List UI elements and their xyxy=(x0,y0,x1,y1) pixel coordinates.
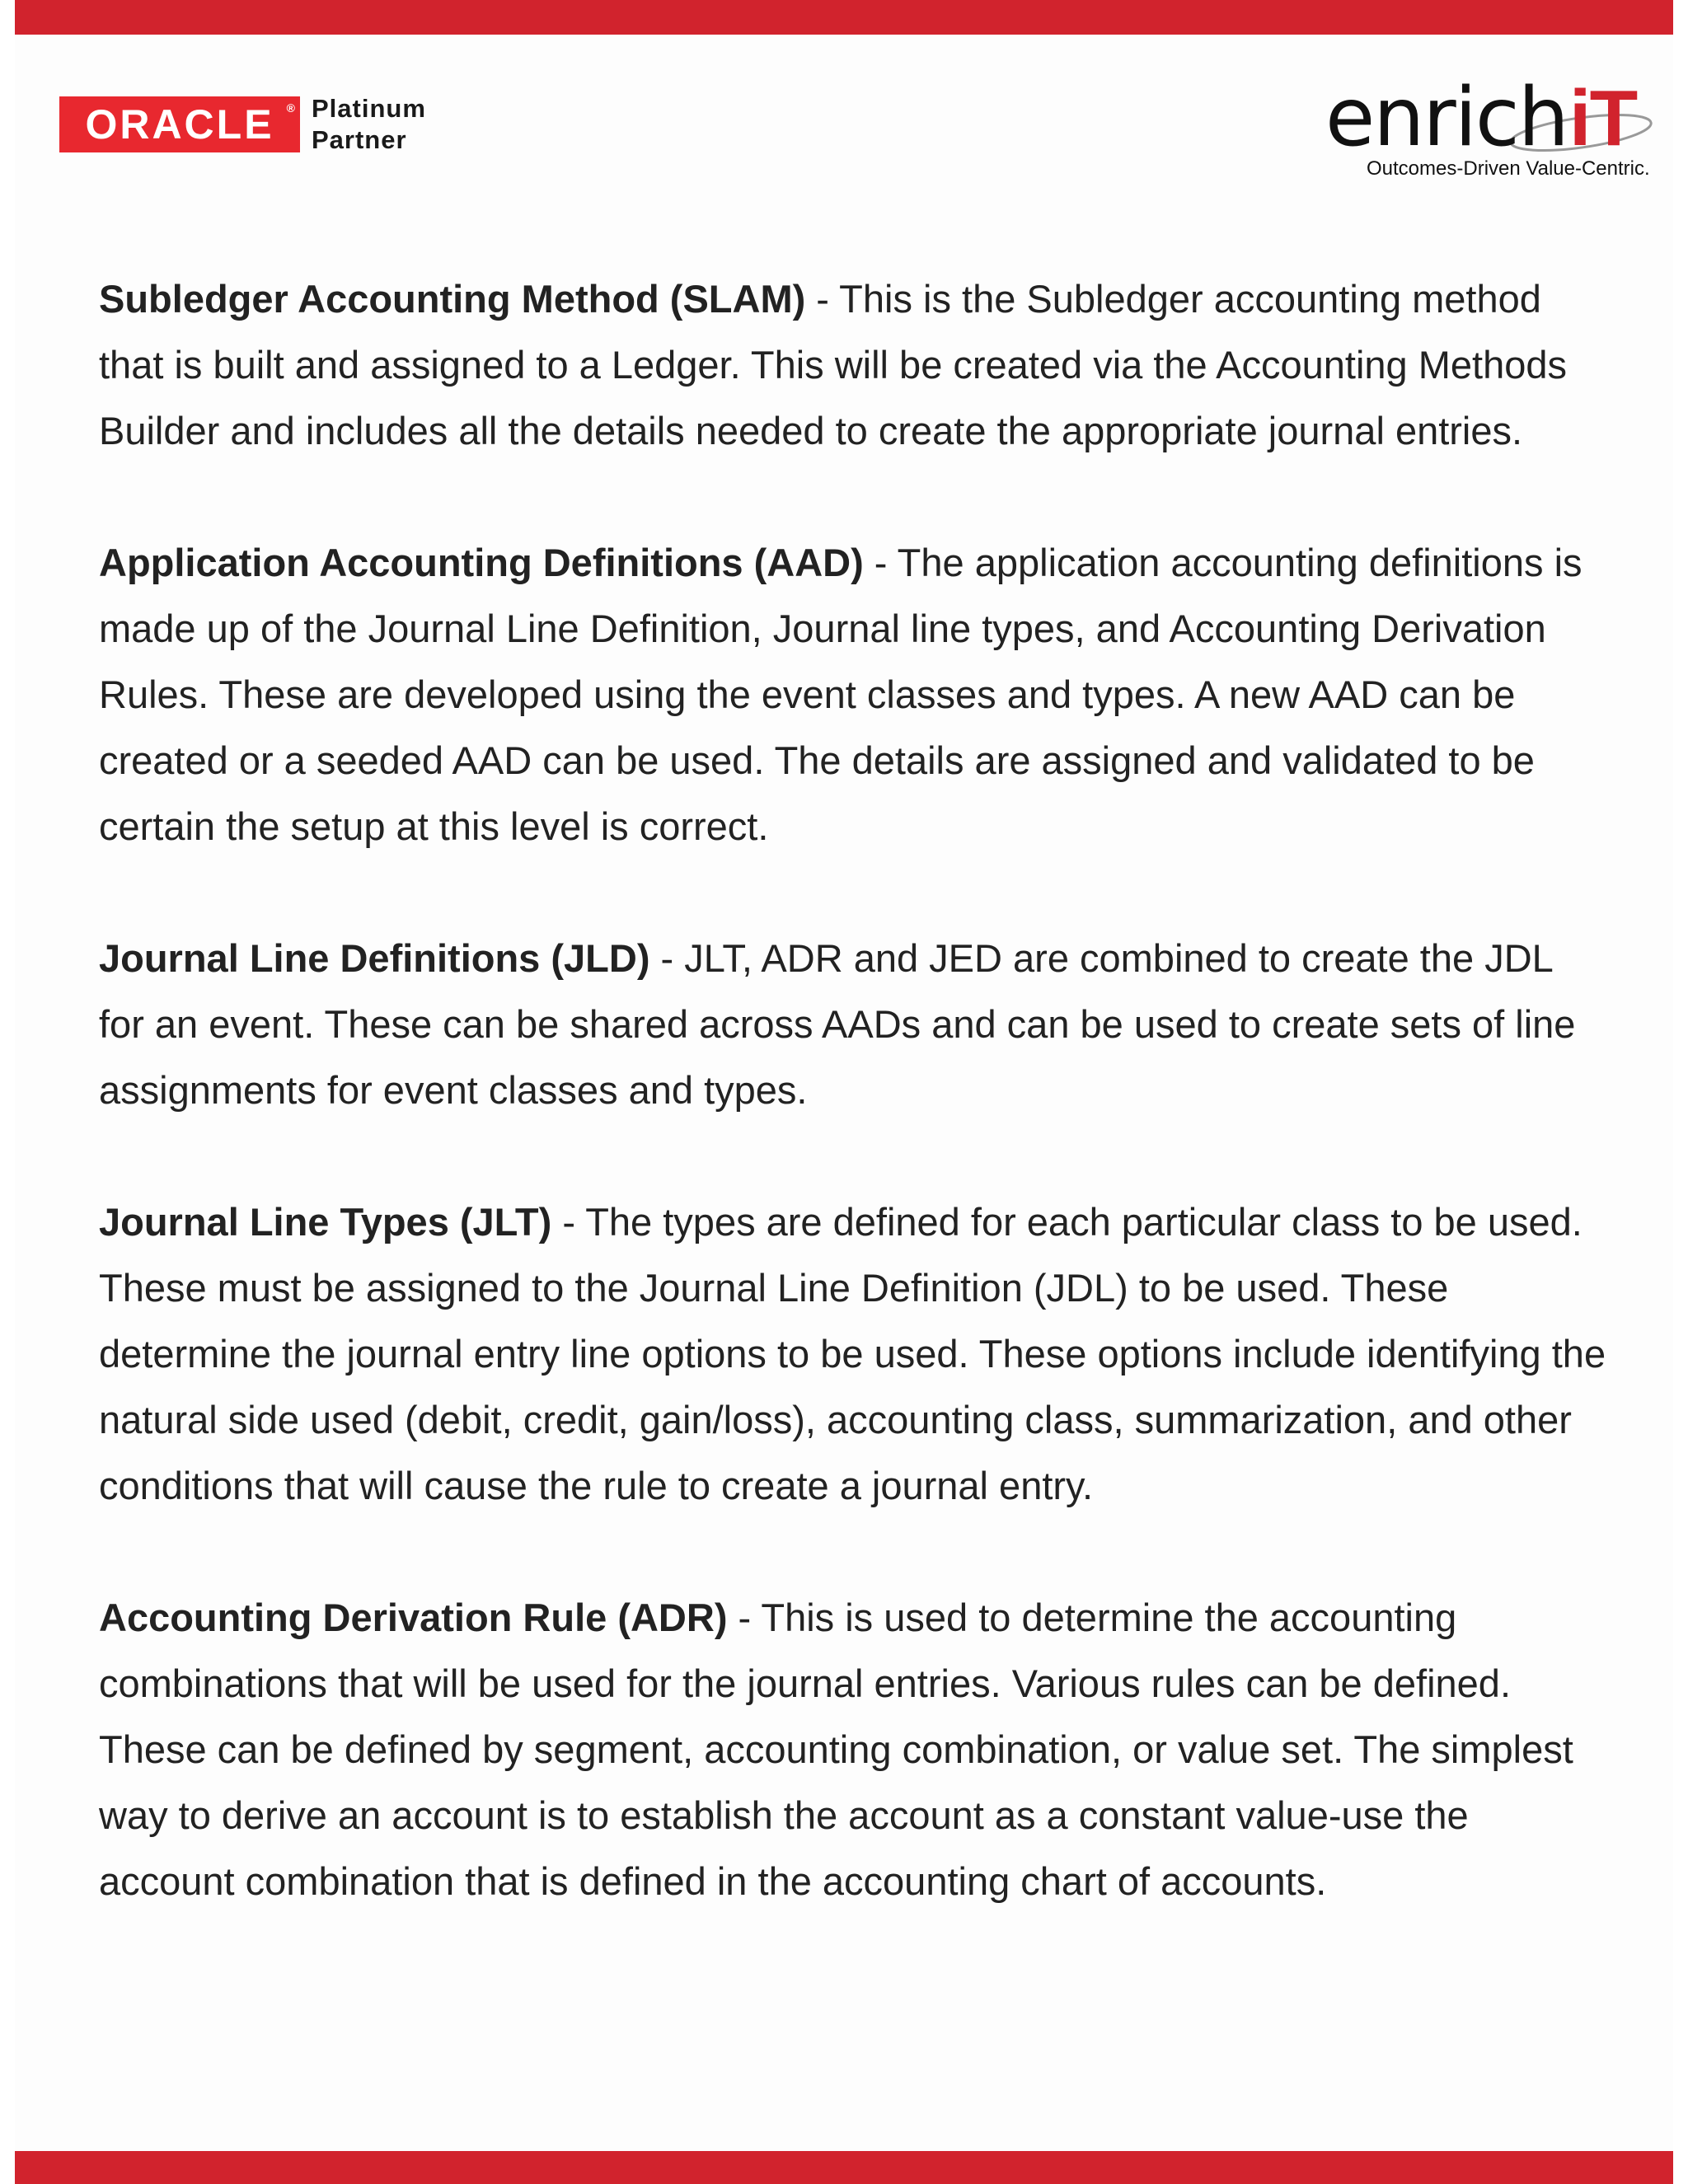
enrichit-logo xyxy=(1325,73,1655,180)
registered-mark: ® xyxy=(286,101,295,115)
enrichit-wordmark-accent: iT xyxy=(1568,74,1637,162)
definition-paragraph-jlt xyxy=(99,1189,1607,1519)
oracle-platinum-partner-logo xyxy=(59,95,426,154)
document-body xyxy=(99,266,1607,1980)
definition-paragraph-adr xyxy=(99,1585,1607,1915)
definition-term: Application Accounting Definitions (AAD) xyxy=(99,541,864,584)
bottom-red-band xyxy=(15,2151,1673,2184)
definition-term: Journal Line Definitions (JLD) xyxy=(99,936,650,980)
definition-paragraph-aad xyxy=(99,530,1607,860)
partner-level-line2: Partner xyxy=(312,125,407,154)
definition-text: - This is the Subledger accounting method that is built and assigned to a Ledger. This will be created via the Accounting Methods Builder and includes all the details needed to create the appropriate journal entries. xyxy=(99,277,1568,452)
partner-level-text xyxy=(312,93,426,156)
definition-term: Subledger Accounting Method (SLAM) xyxy=(99,277,806,321)
definition-text: - The application accounting definitions is made up of the Journal Line Definition, Journal line types, and Accounting Derivation Rules. These are developed using the event classes and types. A new AAD can be created or a seeded AAD can be used. The details are assigned and validated to be certain the setup at this level is correct. xyxy=(99,541,1582,848)
enrichit-wordmark-main: enrich xyxy=(1325,71,1568,165)
definition-paragraph-jld xyxy=(99,926,1607,1123)
definition-term: Accounting Derivation Rule (ADR) xyxy=(99,1596,728,1639)
definition-term: Journal Line Types (JLT) xyxy=(99,1200,552,1244)
oracle-wordmark xyxy=(59,96,300,152)
definition-text: - The types are defined for each particular class to be used. These must be assigned to the Journal Line Definition (JDL) to be used. These determine the journal entry line options to be used. These options include identifying the natural side used (debit, credit, gain/loss), accounting class, summarization, and other conditions that will cause the rule to create a journal entry. xyxy=(99,1200,1606,1507)
definition-text: - This is used to determine the accounting combinations that will be used for the journal entries. Various rules can be defined. These can be defined by segment, accounting combination, or value set. The simplest way to derive an account is to establish the account as a constant value-use the account combination that is defined in the accounting chart of accounts. xyxy=(99,1596,1573,1903)
top-red-band xyxy=(15,0,1673,35)
oracle-wordmark-text: ORACLE xyxy=(85,101,274,148)
enrichit-tagline: Outcomes-Driven Value-Centric. xyxy=(1367,157,1650,180)
enrichit-wordmark xyxy=(1325,73,1636,164)
definition-paragraph-slam xyxy=(99,266,1607,464)
definition-text: - JLT, ADR and JED are combined to create the JDL for an event. These can be shared across AADs and can be used to create sets of line assignments for event classes and types. xyxy=(99,936,1576,1112)
partner-level-line1: Platinum xyxy=(312,94,426,123)
